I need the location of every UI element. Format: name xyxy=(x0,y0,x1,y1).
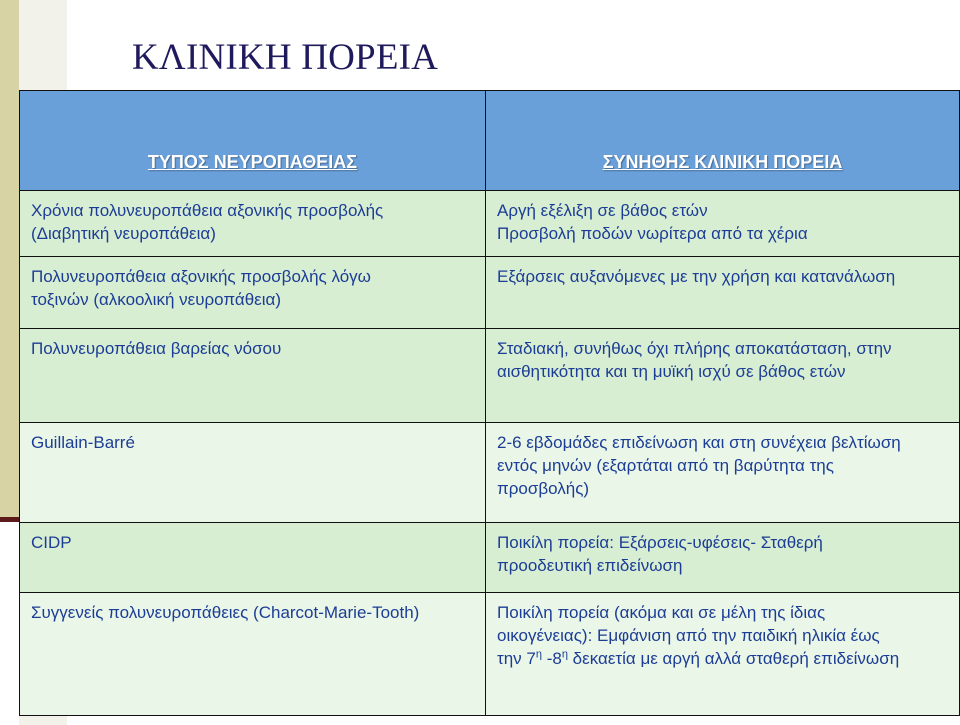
table-row xyxy=(20,523,960,593)
header-neuropathy-type: ΤΥΠΟΣ ΝΕΥΡΟΠΑΘΕΙΑΣ xyxy=(20,91,486,191)
neuropathy-type-cell: Χρόνια πολυνευροπάθεια αξονικής προσβολής (Διαβητική νευροπάθεια) xyxy=(20,191,486,257)
course-last-line: την $7^\eta$ $-8^\eta$ δεκαετία με αργή αλλά σταθερή επιδείνωση xyxy=(497,648,900,668)
neuropathy-type-cell: Πολυνευροπάθεια βαρείας νόσου xyxy=(20,329,486,423)
table-row xyxy=(20,593,960,716)
clinical-course-cell: Αργή εξέλιξη σε βάθος ετών Προσβολή ποδών νωρίτερα από τα χέρια xyxy=(486,191,960,257)
clinical-course-cell: 2-6 εβδομάδες επιδείνωση και στη συνέχεια βελτίωση εντός μηνών (εξαρτάται από τη βαρύτητα της προσβολής) xyxy=(486,423,960,523)
neuropathy-type-cell: Guillain-Barré xyxy=(20,423,486,523)
table-header-row xyxy=(20,91,960,191)
clinical-course-cell: Εξάρσεις αυξανόμενες με την χρήση και κατανάλωση xyxy=(486,257,960,329)
clinical-course-table xyxy=(19,90,960,716)
header-clinical-course: ΣΥΝΗΘΗΣ ΚΛΙΝΙΚΗ ΠΟΡΕΙΑ xyxy=(486,91,960,191)
clinical-course-cell: Σταδιακή, συνήθως όχι πλήρης αποκατάσταση, στην αισθητικότητα και τη μυϊκή ισχύ σε βάθος ετών xyxy=(486,329,960,423)
decorative-side-bar xyxy=(0,0,19,520)
neuropathy-type-cell: CIDP xyxy=(20,523,486,593)
clinical-course-cell: Ποικίλη πορεία (ακόμα και σε μέλη της ίδιας οικογένειας): Εμφάνιση από την παιδική ηλικία έως την $7^\eta$ $-8^\eta$ δεκαετία με αργή αλλά σταθερή επιδείνωση xyxy=(486,593,960,716)
page-title: ΚΛΙΝΙΚΗ ΠΟΡΕΙΑ xyxy=(132,37,439,78)
table-row xyxy=(20,191,960,257)
neuropathy-type-cell: Πολυνευροπάθεια αξονικής προσβολής λόγω τοξινών (αλκοολική νευροπάθεια) xyxy=(20,257,486,329)
table-row xyxy=(20,423,960,523)
clinical-course-cell: Ποικίλη πορεία: Εξάρσεις-υφέσεις- Σταθερή προοδευτική επιδείνωση xyxy=(486,523,960,593)
table-row xyxy=(20,329,960,423)
neuropathy-type-cell: Συγγενείς πολυνευροπάθειες (Charcot-Marie-Tooth) xyxy=(20,593,486,716)
table-row xyxy=(20,257,960,329)
